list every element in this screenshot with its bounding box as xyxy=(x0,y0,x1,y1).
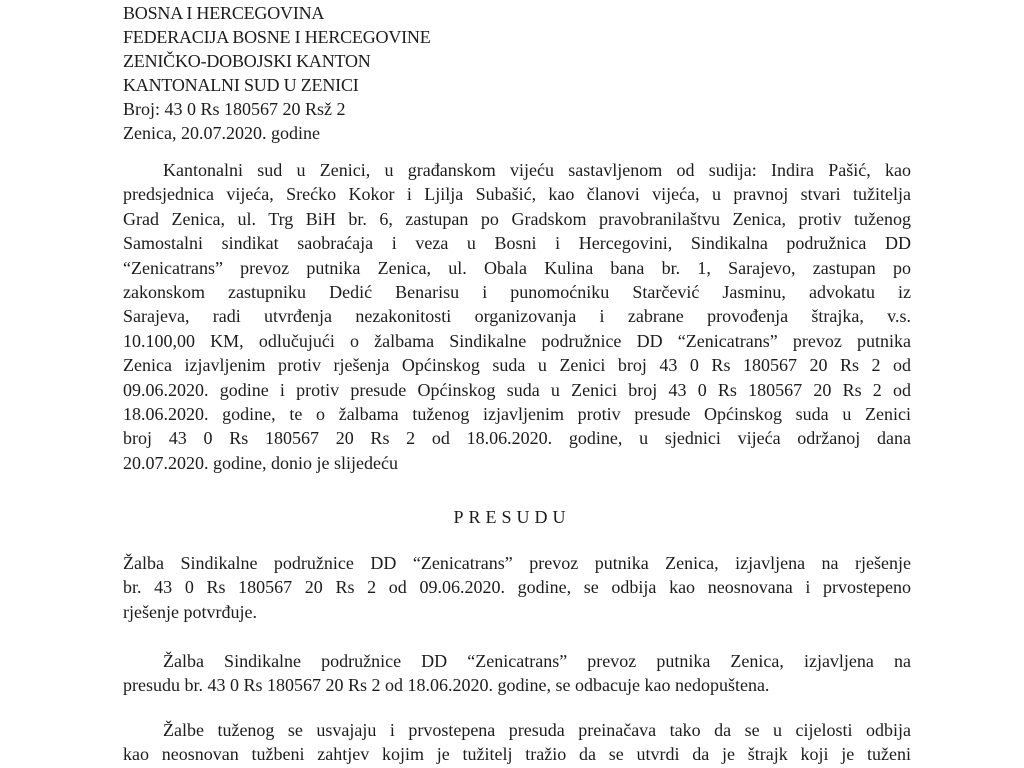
document-header xyxy=(123,1,431,145)
ruling-paragraph-1 xyxy=(123,551,911,624)
intro-line: 09.06.2020. godine i protiv presude Općinskog suda u Zenici broj 43 0 Rs 180567 20 Rs 2 od xyxy=(123,379,911,400)
ruling-line: br. 43 0 Rs 180567 20 Rs 2 od 09.06.2020. godine, se odbija kao neosnovana i prvostepeno xyxy=(123,577,911,598)
header-country: BOSNA I HERCEGOVINA xyxy=(123,3,325,23)
intro-line: predsjednica vijeća, Srećko Kokor i Ljilja Subašić, kao članovi vijeća, u pravnoj stvari tužitelja xyxy=(123,184,911,205)
ruling-paragraph-2 xyxy=(123,649,911,698)
case-number: Broj: 43 0 Rs 180567 20 Rsž 2 xyxy=(123,99,346,119)
header-federation: FEDERACIJA BOSNE I HERCEGOVINE xyxy=(123,27,431,47)
intro-line: 10.100,00 KM, odlučujući o žalbama Sindikalne podružnice DD “Zenicatrans” prevoz putnika xyxy=(123,330,911,351)
ruling-paragraph-3 xyxy=(123,718,911,767)
ruling-line: presudu br. 43 0 Rs 180567 20 Rs 2 od 18.06.2020. godine, se odbacuje kao nedopuštena. xyxy=(123,675,770,696)
intro-line: Samostalni sindikat saobraćaja i veza u Bosni i Hercegovini, Sindikalna podružnica DD xyxy=(123,233,911,254)
intro-line: 18.06.2020. godine, te o žalbama tuženog izjavljenim protiv presude Općinskog suda u Zenici xyxy=(123,403,911,424)
ruling-line: Žalba Sindikalne podružnice DD “Zenicatrans” prevoz putnika Zenica, izjavljena na rješenje xyxy=(123,553,911,573)
header-court: KANTONALNI SUD U ZENICI xyxy=(123,75,359,95)
intro-paragraph xyxy=(123,158,911,475)
intro-line: “Zenicatrans” prevoz putnika Zenica, ul. Obala Kulina bana br. 1, Sarajevo, zastupan po xyxy=(123,257,911,278)
intro-line: Zenica izjavljenim protiv rješenja Općinskog suda u Zenici broj 43 0 Rs 180567 20 Rs 2 od xyxy=(123,355,911,376)
intro-line: zakonskom zastupniku Dedić Benarisu i punomoćniku Starčević Jasminu, advokatu iz xyxy=(123,281,911,302)
ruling-line: kao neosnovan tužbeni zahtjev kojim je tužitelj tražio da se utvrdi da je štrajk koji je tuženi xyxy=(123,744,911,765)
intro-line: Sarajeva, radi utvrđenja nezakonitosti organizovanja i zabrane provođenja štrajka, v.s. xyxy=(123,306,911,327)
ruling-line: Žalba Sindikalne podružnice DD “Zenicatrans” prevoz putnika Zenica, izjavljena na xyxy=(163,651,911,671)
intro-line: Kantonalni sud u Zenici, u građanskom vijeću sastavljenom od sudija: Indira Pašić, kao xyxy=(163,160,911,180)
intro-line: 20.07.2020. godine, donio je slijedeću xyxy=(123,452,398,473)
ruling-line: rješenje potvrđuje. xyxy=(123,601,257,622)
verdict-title: PRESUDU xyxy=(453,507,571,527)
place-date: Zenica, 20.07.2020. godine xyxy=(123,123,320,143)
header-canton: ZENIČKO-DOBOJSKI KANTON xyxy=(123,51,371,71)
ruling-line: Žalbe tuženog se usvajaju i prvostepena presuda preinačava tako da se u cijelosti odbija xyxy=(163,720,911,740)
intro-line: Grad Zenica, ul. Trg BiH br. 6, zastupan po Gradskom pravobranilaštvu Zenica, protiv tuženog xyxy=(123,208,911,229)
intro-line: broj 43 0 Rs 180567 20 Rs 2 od 18.06.2020. godine, u sjednici vijeća održanoj dana xyxy=(123,428,911,449)
